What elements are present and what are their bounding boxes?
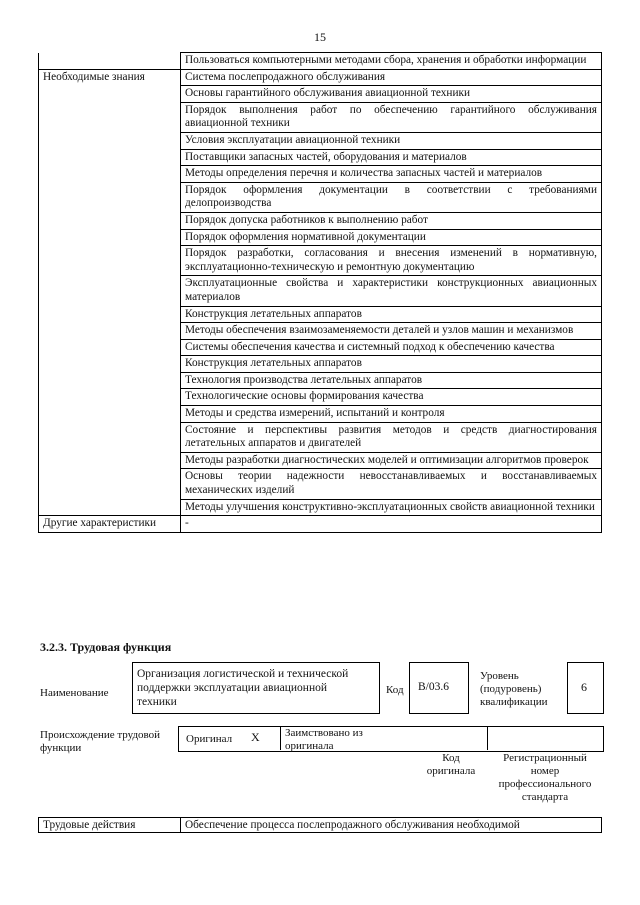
table-row — [39, 356, 602, 373]
table-row — [39, 53, 602, 70]
row-value: Методы обеспечения взаимозаменяемости деталей и узлов машин и механизмов — [181, 323, 602, 340]
row-label — [39, 212, 181, 229]
row-label — [39, 469, 181, 499]
code-original-caption: Код оригинала — [426, 752, 476, 777]
row-label — [39, 422, 181, 452]
row-value: Конструкция летательных аппаратов — [181, 306, 602, 323]
row-value: Состояние и перспективы развития методов и средств диагностирования летательных аппаратов и двигателей — [181, 422, 602, 452]
origin-label: Происхождение трудовой функции — [40, 729, 161, 754]
row-value: Система послепродажного обслуживания — [181, 69, 602, 86]
row-value: Основы гарантийного обслуживания авиационной техники — [181, 86, 602, 103]
row-value: Порядок допуска работников к выполнению работ — [181, 212, 602, 229]
row-label — [39, 499, 181, 516]
row-label — [39, 323, 181, 340]
row-label — [39, 132, 181, 149]
level-label: Уровень (подуровень) квалификации — [480, 670, 548, 708]
row-label — [39, 102, 181, 132]
row-value: Порядок выполнения работ по обеспечению гарантийного обслуживания авиационной техники — [181, 102, 602, 132]
table-row — [39, 306, 602, 323]
table-row — [39, 406, 602, 423]
page-number: 15 — [314, 30, 326, 44]
table-row — [39, 389, 602, 406]
table-row — [39, 166, 602, 183]
level-box — [567, 662, 604, 714]
table-row — [39, 516, 602, 533]
table-row — [39, 246, 602, 276]
table-row — [39, 182, 602, 212]
table-row — [39, 229, 602, 246]
row-value: - — [181, 516, 602, 533]
reg-number-caption: Регистрационный номер профессионального стандарта — [498, 752, 592, 803]
row-value: Системы обеспечения качества и системный подход к обеспечению качества — [181, 339, 602, 356]
actions-table — [38, 817, 602, 833]
row-label — [39, 306, 181, 323]
row-value: Условия эксплуатации авиационной техники — [181, 132, 602, 149]
row-value: Порядок разработки, согласования и внесения изменений в нормативную, эксплуатационно-техническую и ремонтную документацию — [181, 246, 602, 276]
row-label — [39, 339, 181, 356]
table-row — [39, 276, 602, 306]
row-value: Конструкция летательных аппаратов — [181, 356, 602, 373]
table-row — [39, 339, 602, 356]
row-label — [39, 166, 181, 183]
table-row — [39, 212, 602, 229]
row-label — [39, 182, 181, 212]
level-value: 6 — [581, 680, 587, 694]
table-row — [39, 499, 602, 516]
code-box — [409, 662, 469, 714]
row-label — [39, 389, 181, 406]
name-label: Наименование — [40, 687, 109, 699]
row-value: Порядок оформления нормативной документации — [181, 229, 602, 246]
code-value: B/03.6 — [418, 681, 449, 693]
table-row — [39, 69, 602, 86]
table-row — [39, 323, 602, 340]
row-value: Пользоваться компьютерными методами сбора, хранения и обработки информации — [181, 53, 602, 70]
table-row — [39, 132, 602, 149]
knowledge-table — [38, 52, 602, 533]
section-title: 3.2.3. Трудовая функция — [40, 640, 172, 654]
row-label: Другие характеристики — [39, 516, 181, 533]
row-label — [39, 246, 181, 276]
actions-label: Трудовые действия — [39, 818, 181, 833]
name-box — [132, 662, 380, 714]
row-label — [39, 276, 181, 306]
table-row — [39, 102, 602, 132]
code-label: Код — [386, 684, 404, 696]
row-label — [39, 86, 181, 103]
original-label: Оригинал — [186, 733, 233, 745]
row-value: Методы определения перечня и количества запасных частей и материалов — [181, 166, 602, 183]
table-row — [39, 86, 602, 103]
row-value: Порядок оформления документации в соответствии с требованиями делопроизводства — [181, 182, 602, 212]
row-value: Методы и средства измерений, испытаний и контроля — [181, 406, 602, 423]
name-value: Организация логистической и технической поддержки эксплуатации авиационной техники — [137, 668, 349, 708]
original-mark: X — [251, 730, 260, 744]
row-label — [39, 372, 181, 389]
row-label — [39, 356, 181, 373]
row-label: Необходимые знания — [39, 69, 181, 86]
row-label — [39, 229, 181, 246]
row-value: Поставщики запасных частей, оборудования и материалов — [181, 149, 602, 166]
row-value: Эксплуатационные свойства и характеристики конструкционных авиационных материалов — [181, 276, 602, 306]
row-value: Методы разработки диагностических моделей и оптимизации алгоритмов проверок — [181, 452, 602, 469]
table-row — [39, 452, 602, 469]
row-value: Технология производства летательных аппаратов — [181, 372, 602, 389]
table-row — [39, 469, 602, 499]
row-label — [39, 149, 181, 166]
table-row — [39, 372, 602, 389]
row-value: Основы теории надежности невосстанавливаемых и восстанавливаемых механических изделий — [181, 469, 602, 499]
row-value: Технологические основы формирования качества — [181, 389, 602, 406]
table-row — [39, 149, 602, 166]
actions-value: Обеспечение процесса послепродажного обслуживания необходимой — [181, 818, 602, 833]
borrowed-label: Заимствовано из оригинала — [285, 727, 363, 752]
row-value: Методы улучшения конструктивно-эксплуатационных свойств авиационной техники — [181, 499, 602, 516]
row-label — [39, 452, 181, 469]
row-label — [39, 406, 181, 423]
table-row — [39, 422, 602, 452]
row-label — [39, 53, 181, 70]
